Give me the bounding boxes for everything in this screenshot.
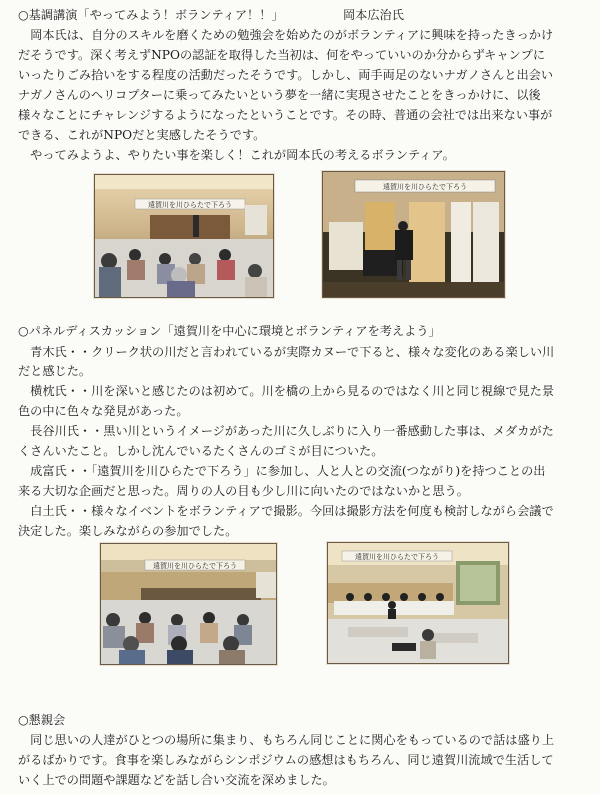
panel-line-5: 長谷川氏・・黒い川というイメージがあった川に久しぶりに入り一番感動した事は、メダカがた: [18, 424, 554, 438]
keynote-line-1: 岡本氏は、自分のスキルを磨くための勉強会を始めたのがボランティアに興味を持ったきっかけ: [18, 28, 554, 42]
panel-line-3: 横枕氏・・川を深いと感じたのは初めて。川を橋の上から見るのではなく川と同じ視線で見た景: [18, 384, 555, 398]
keynote-audience-photo: [94, 174, 274, 298]
reception-line-3: いく上での問題や課題などを話し合い交流を深めました。: [18, 773, 335, 787]
keynote-line-7: やってみようよ、やりたい事を楽しく！これが岡本氏の考えるボランティア。: [18, 148, 455, 162]
panel-line-1: 青木氏・・クリーク状の川だと言われているが実際カヌーで下ると、様々な変化のある楽しい川: [18, 345, 555, 359]
reception-line-2: がるばかりです。食事を楽しみながらシンポジウムの感想はもちろん、同じ遠賀川流域で生活して: [18, 753, 554, 767]
panel-line-6: くさんいたこと。しかし沈んでいるたくさんのゴミが目についた。: [18, 444, 384, 458]
panel-line-9: 白土氏・・様々なイベントをボランティアで撮影。今回は撮影方法を何度も検討しながら会議で: [18, 504, 554, 518]
keynote-line-4: ナガノさんのヘリコプターに乗ってみたいという夢を一緒に実現させたことをきっかけに、以後: [18, 88, 541, 102]
panel-line-2: だと感じた。: [18, 364, 92, 378]
panel-audience-photo: [100, 543, 277, 665]
keynote-speaker: 岡本広治氏: [343, 8, 404, 22]
photo3-banner-text: 遠賀川を川ひらたで下ろう: [153, 562, 237, 570]
photo2-banner-text: 遠賀川を川ひらたで下ろう: [383, 183, 467, 191]
keynote-line-6: できる、これがNPOだと実感したそうです。: [18, 128, 266, 142]
panel-line-7: 成富氏・・「遠賀川を川ひらたで下ろう」に参加し、人と人との交流(つながり)を持つことの出: [18, 464, 546, 478]
photo1-banner-text: 遠賀川を川ひらたで下ろう: [148, 201, 232, 209]
keynote-speaker-photo: [322, 171, 505, 298]
panel-heading: ○パネルディスカッション「遠賀川を中心に環境とボランティアを考えよう」: [18, 324, 441, 338]
keynote-line-2: だそうです。深く考えずNPOの認証を取得した当初は、何をやっていいのか分からずキャンプに: [18, 48, 546, 62]
reception-line-1: 同じ思いの人達がひとつの場所に集まり、もちろん同じことに関心をもっているので話は盛り上: [18, 733, 555, 747]
keynote-heading: ○基調講演「やってみよう！ボランティア！！」: [18, 8, 284, 22]
photo4-banner-text: 遠賀川を川ひらたで下ろう: [355, 553, 439, 561]
reception-heading: ○懇親会: [18, 713, 66, 727]
keynote-line-3: いったりごみ拾いをする程度の活動だったそうです。しかし、両手両足のないナガノさんと出会い: [18, 68, 554, 82]
panel-line-10: 決定した。楽しみながらの参加でした。: [18, 524, 238, 538]
keynote-line-5: 様々なことにチャレンジするようになったということです。その時、普通の会社では出来ない事が: [18, 108, 553, 122]
panel-line-4: 色の中に色々な発見があった。: [18, 404, 189, 418]
panel-line-8: 来る大切な企画だと思った。周りの人の目も少し川に向いたのではないかと思う。: [18, 484, 469, 498]
panel-stage-photo: [327, 542, 509, 664]
